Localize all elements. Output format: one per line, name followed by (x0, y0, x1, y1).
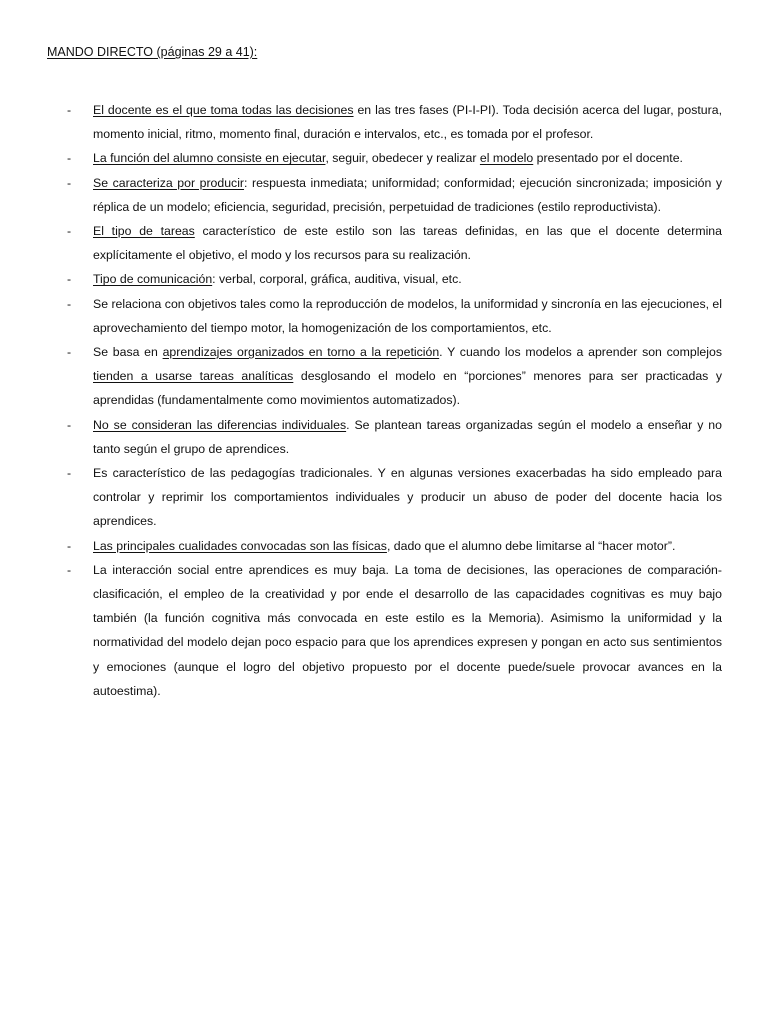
item-text: característico de este estilo son las tareas definidas, en las que el docente determina explícitamente el objetivo, el modo y los recursos para su realización. (93, 224, 722, 263)
underlined-text: aprendizajes organizados en torno a la repetición (162, 345, 440, 360)
underlined-text: Se caracteriza por producir (93, 175, 245, 190)
underlined-text: Las principales cualidades convocadas son las físicas (93, 538, 387, 553)
underlined-text: La función del alumno consiste en ejecutar (93, 151, 326, 166)
list-item (47, 267, 722, 291)
underlined-text: El docente es el que toma todas las decisiones (93, 103, 354, 117)
item-text: : verbal, corporal, gráfica, auditiva, visual, etc. (212, 272, 462, 287)
item-text: : respuesta inmediata; uniformidad; conformidad; ejecución sincronizada; imposición y réplica de un modelo; eficiencia, seguridad, precisión, perpetuidad de tradiciones (estilo reproductivista). (93, 175, 722, 214)
item-text: . Se plantean tareas organizadas según el modelo a enseñar y no tanto según el grupo de aprendices. (93, 417, 722, 456)
underlined-text: El tipo de tareas (93, 224, 195, 239)
bullet-dash: - (67, 175, 72, 190)
bullet-dash: - (67, 417, 72, 432)
bullet-dash: - (67, 466, 72, 481)
list-item (47, 461, 722, 534)
item-text: , dado que el alumno debe limitarse al “hacer motor”. (386, 538, 676, 553)
item-text: Es característico de las pedagogías tradicionales. Y en algunas versiones exacerbadas ha sido empleado para controlar y reprimir los comportamientos individuales y producir un abuso de poder del docente hacia los aprendices. (93, 466, 722, 529)
list-item (47, 171, 722, 219)
list-item (47, 98, 722, 146)
document-title (47, 42, 722, 62)
item-text: en las tres fases (PI-I-PI). Toda decisión acerca del lugar, postura, momento inicial, ritmo, momento final, duración e intervalos, etc., es tomada por el profesor. (93, 103, 722, 142)
underlined-text: el modelo (479, 151, 534, 166)
bullet-list (47, 98, 722, 703)
bullet-dash: - (67, 562, 72, 577)
bullet-dash: - (67, 272, 72, 287)
underlined-text: tienden a usarse tareas analíticas (93, 369, 294, 384)
bullet-dash: - (67, 296, 72, 311)
bullet-dash: - (67, 345, 72, 360)
item-text: . Y cuando los modelos a aprender son complejos (439, 345, 722, 360)
document-body (47, 42, 722, 703)
bullet-dash: - (67, 538, 72, 553)
item-text: , seguir, obedecer y realizar (325, 151, 480, 166)
underlined-text: Tipo de comunicación (93, 272, 213, 287)
item-text: Se basa en (93, 345, 163, 360)
list-item (47, 534, 722, 558)
list-item (47, 292, 722, 340)
list-item (47, 413, 722, 461)
bullet-dash: - (67, 224, 72, 239)
item-text: desglosando el modelo en “porciones” menores para ser practicadas y aprendidas (fundamentalmente como movimientos automatizados). (93, 369, 722, 408)
list-item (47, 219, 722, 267)
list-item (47, 558, 722, 703)
underlined-text: No se consideran las diferencias individuales (93, 417, 347, 432)
item-text: La interacción social entre aprendices es muy baja. La toma de decisiones, las operaciones de comparación-clasificación, el empleo de la creatividad y por ende el desarrollo de las capacidades cognitivas es muy bajo también (la función cognitiva más convocada en este estilo es la Memoria). Asimismo la uniformidad y la normatividad del modelo dejan poco espacio para que los aprendices expresen y pongan en acto sus sentimientos y emociones (aunque el logro del objetivo propuesto por el docente puede/suele provocar avances en la autoestima). (93, 562, 722, 698)
title-main: MANDO DIRECTO (47, 45, 154, 59)
bullet-dash: - (67, 103, 72, 117)
item-text: presentado por el docente. (533, 151, 683, 166)
title-pages: (páginas 29 a 41): (156, 45, 258, 59)
bullet-dash: - (67, 151, 72, 166)
list-item (47, 146, 722, 170)
list-item (47, 340, 722, 413)
item-text: Se relaciona con objetivos tales como la reproducción de modelos, la uniformidad y sincronía en las ejecuciones, el aprovechamiento del tiempo motor, la homogenización de los comportamientos, etc. (93, 296, 722, 335)
